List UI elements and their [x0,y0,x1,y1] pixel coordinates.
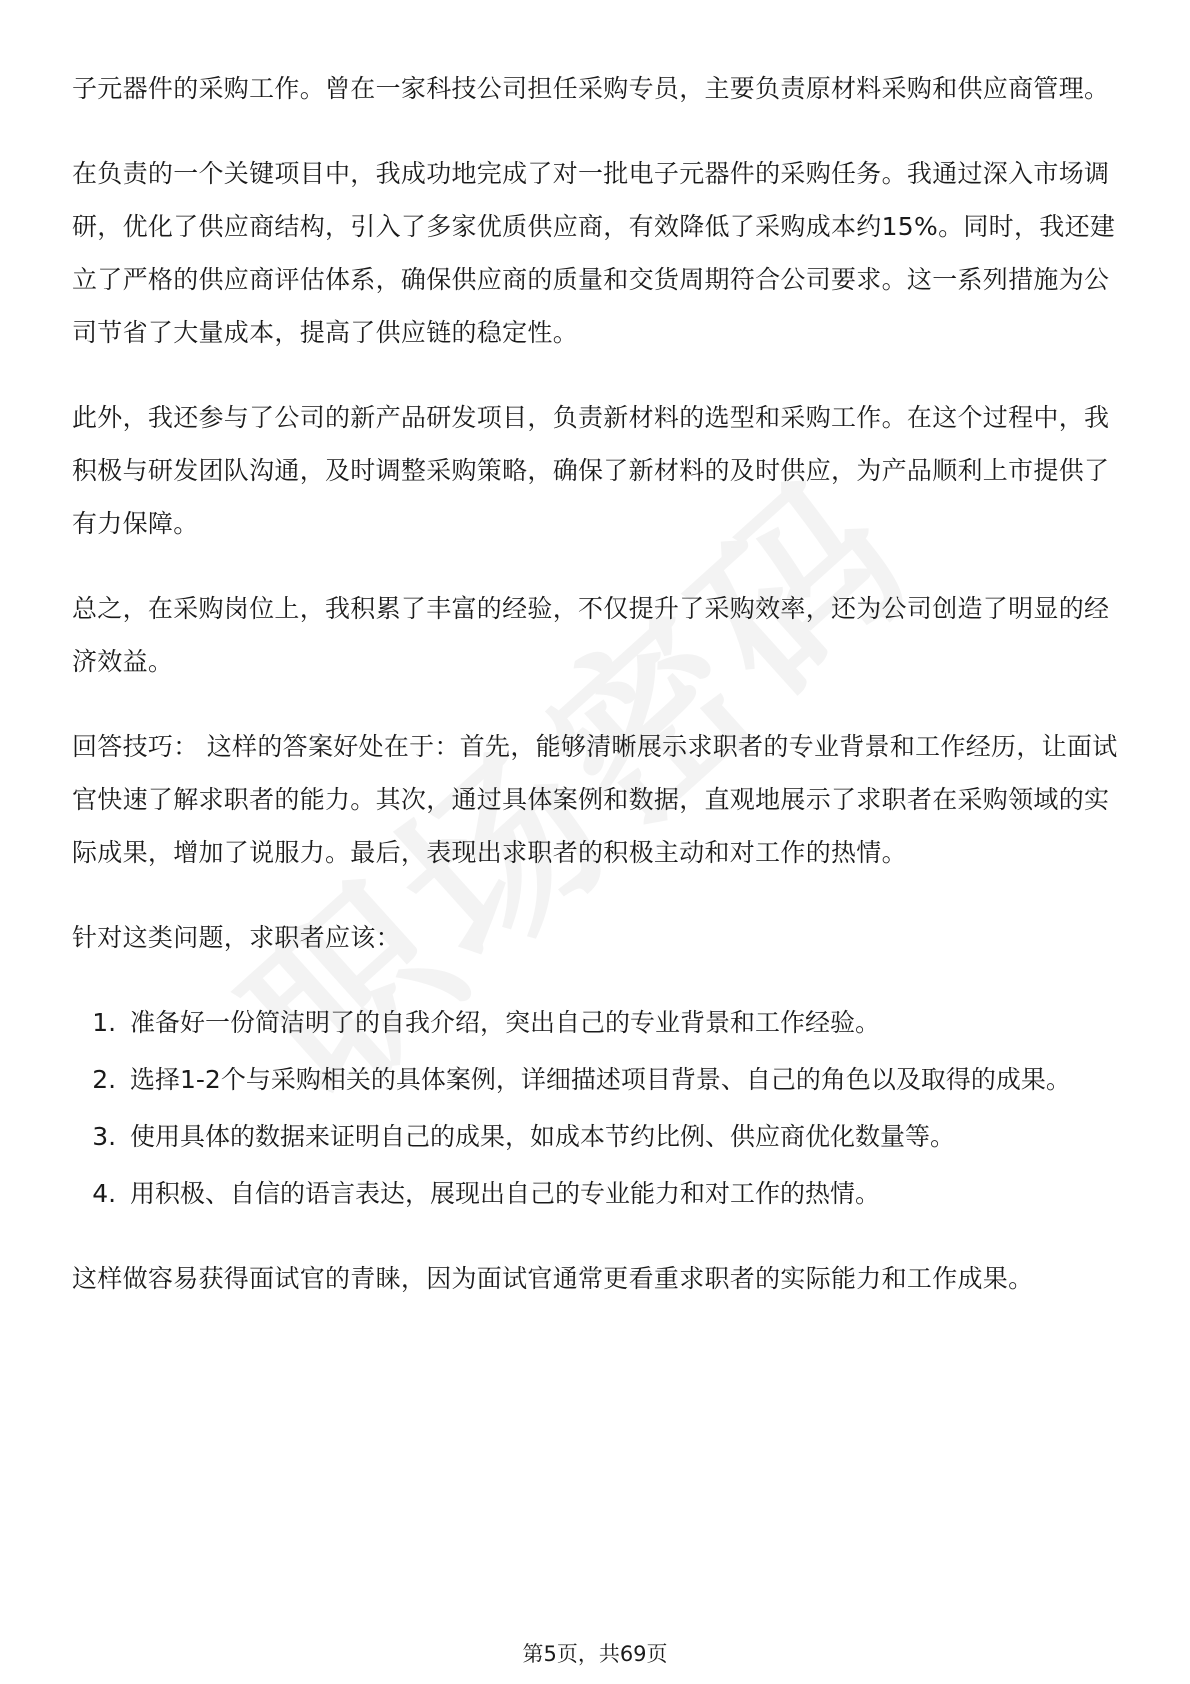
page-number: 第5页，共69页 [522,1642,668,1666]
advice-list [72,996,1122,1220]
document-body [72,62,1122,1337]
paragraph-closing: 这样做容易获得面试官的青睐，因为面试官通常更看重求职者的实际能力和工作成果。 [72,1264,1034,1293]
paragraph-answer-tips: 回答技巧： 这样的答案好处在于：首先，能够清晰展示求职者的专业背景和工作经历，让面试官快速了解求职者的能力。其次，通过具体案例和数据，直观地展示了求职者在采购领域的实际成果，增加了说服力。最后，表现出求职者的积极主动和对工作的热情。 [72,732,1118,867]
list-item: 4. 用积极、自信的语言表达，展现出自己的专业能力和对工作的热情。 [124,1167,1122,1220]
list-item: 1. 准备好一份简洁明了的自我介绍，突出自己的专业背景和工作经验。 [124,996,1122,1049]
paragraph-key-project: 在负责的一个关键项目中，我成功地完成了对一批电子元器件的采购任务。我通过深入市场调研，优化了供应商结构，引入了多家优质供应商，有效降低了采购成本约15%。同时，我还建立了严格的供应商评估体系，确保供应商的质量和交货周期符合公司要求。这一系列措施为公司节省了大量成本，提高了供应链的稳定性。 [72,159,1116,347]
paragraph-experience-intro: 子元器件的采购工作。曾在一家科技公司担任采购专员，主要负责原材料采购和供应商管理。 [72,74,1110,103]
paragraph-advice-heading: 针对这类问题，求职者应该： [72,923,401,952]
list-item: 2. 选择1-2个与采购相关的具体案例，详细描述项目背景、自己的角色以及取得的成果。 [124,1053,1122,1106]
paragraph-rd-project: 此外，我还参与了公司的新产品研发项目，负责新材料的选型和采购工作。在这个过程中，我积极与研发团队沟通，及时调整采购策略，确保了新材料的及时供应，为产品顺利上市提供了有力保障。 [72,403,1110,538]
list-item: 3. 使用具体的数据来证明自己的成果，如成本节约比例、供应商优化数量等。 [124,1110,1122,1163]
paragraph-summary: 总之，在采购岗位上，我积累了丰富的经验，不仅提升了采购效率，还为公司创造了明显的经济效益。 [72,594,1110,676]
